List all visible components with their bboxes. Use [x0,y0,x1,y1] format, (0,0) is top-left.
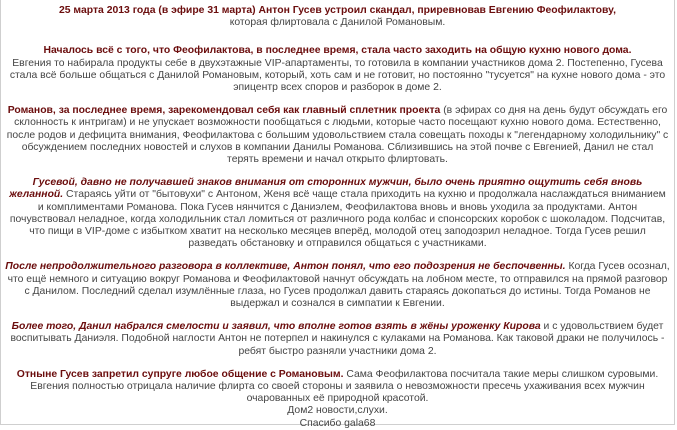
paragraph-attention [5,177,670,250]
paragraph-lead: Отныне Гусев запретил супруге любое общение с Романовым. [16,368,344,380]
paragraph-lead: Гусевой, давно не получавшей знаков внимания от сторонних мужчин, было очень приятно ощутить себя вновь желанной. [9,177,643,201]
paragraph-body: Евгения то набирала продукты себе в двухэтажные VIP-апартаменты, то готовила в компании участников дома 2. Постепенно, Гусева стала всё больше общаться с Данилой Романовым, который, хоть сам и не готовит, но постоянно "тусуется" на кухне нового дома - это эпицентр всех споров и разборок в доме 2. [9,57,666,94]
signoff-thanks: Спасибо gala68 [299,417,376,429]
article-body [5,5,670,430]
paragraph-body: Сама Феофилактова посчитала такие меры слишком суровыми. Евгения полностью отрицала наличие флирта со своей стороны и заявила о невозможности пресечь ухаживания всех мужчин очарованных её природной красотой. [30,368,659,405]
paragraph-gossip [5,105,670,166]
paragraph-body: (в эфирах со дня на день будут обсуждать его склонность к интригам) и не упускает возможности пообщаться с людьми, которые часто посещают кухню нового дома. Естественно, после родов и дефицита внимания, Феофилактова с большим удовольствием стала совещать походы к "легендарному холодильнику" с обсуждением последних новостей и слухов в компании Данилы Романова. Сблизившись на этой почве с Евгенией, Данил не стал терять времени и начал открыто флиртовать. [6,105,669,166]
intro-lead: 25 марта 2013 года (в эфире 31 марта) Антон Гусев устроил скандал, приревновав Евгению Феофилактову, [58,5,617,16]
paragraph-lead: Началось всё с того, что Феофилактова, в последнее время, стала часто заходить на общую кухню нового дома. [43,45,632,57]
paragraph-kitchen [5,45,670,94]
signoff-source: Дом2 новости,слухи. [287,405,388,417]
paragraph-body: Когда Гусев осознал, что ещё немного и ситуацию вокруг Романова и Феофилактовой начнут обсуждать на лобном месте, то отправился на прямой разговор с Данилом. Последний сделал изумлённые глаза, но Гусев продолжал давить стараясь докопаться до истины. Тогда Романов не выдержал и сознался в симпатии к Евгении. [7,261,670,310]
paragraph-ban [5,369,670,406]
paragraph-lead: Более того, Данил набрался смелости и заявил, что вполне готов взять в жёны уроженку Кирова [11,321,541,333]
paragraph-fight [5,321,670,358]
paragraph-body: и с удовольствием будет воспитывать Даниэля. Подобной наглости Антон не потерпел и накинулся с кулаками на Романова. Как таковой драки не получилось - ребят быстро разняли участники дома 2. [10,321,665,357]
paragraph-lead: После непродолжительного разговора в коллективе, Антон понял, что его подозрения не беспочвенны. [5,261,566,273]
intro-body: которая флиртовала с Данилой Романовым. [229,17,446,29]
paragraph-body: Стараясь уйти от "бытовухи" с Антоном, Женя всё чаще стала приходить на кухню и продолжала наслаждаться вниманием и комплиментами Романова. Пока Гусев нянчится с Даниэлем, Феофилактова вновь и вновь уходила за продуктами. Антон почувствовал неладное, когда холодильник стал ломиться от различного рода колбас и спонсорских коробок с шоколадом. Подсчитав, что пищи в VIP-доме с избытком хватит на несколько месяцев вперёд, молодой отец заподозрил неладное. Тогда Гусев решил разведать обстановку и отправился общаться с участниками. [9,189,666,250]
paragraph-lead: Романов, за последнее время, зарекомендовал себя как главный сплетник проекта [7,105,441,117]
article-intro [5,5,670,29]
paragraph-suspicion [5,261,670,310]
